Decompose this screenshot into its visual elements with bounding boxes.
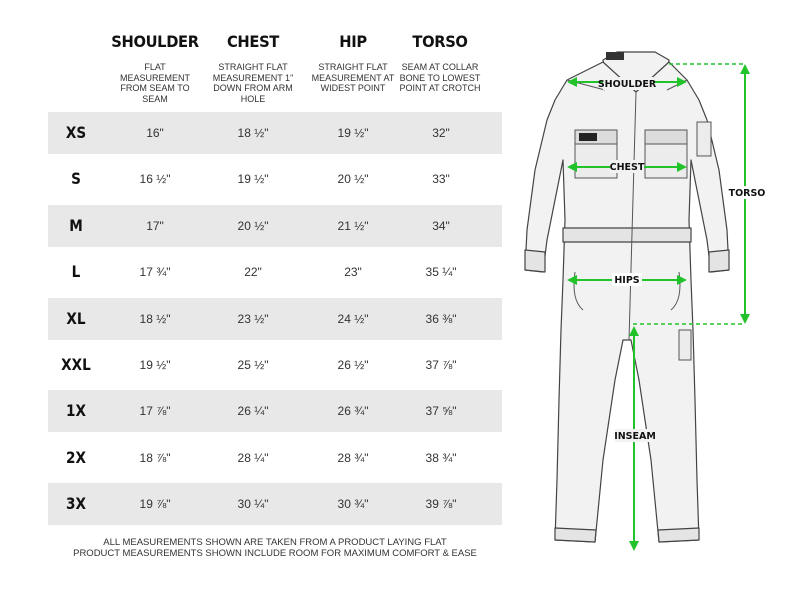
size-label: 1X (66, 401, 86, 421)
size-row (48, 112, 502, 154)
measurement-cell: 39 ⅞" (425, 497, 457, 512)
size-label: XL (66, 308, 86, 328)
col-desc-chest: STRAIGHT FLAT MEASUREMENT 1" DOWN FROM ARM HOLE (212, 62, 294, 104)
measurement-cell: 26 ½" (337, 358, 369, 372)
footer-note-2: PRODUCT MEASUREMENTS SHOWN INCLUDE ROOM FOR MAXIMUM COMFORT & EASE (73, 548, 477, 559)
size-row (48, 251, 502, 293)
size-row (48, 344, 502, 386)
size-row (48, 158, 502, 200)
size-row (48, 437, 502, 479)
col-header-hip: HIP (339, 32, 367, 51)
coverall-diagram (505, 40, 795, 570)
col-desc-torso: SEAM AT COLLAR BONE TO LOWEST POINT AT CROTCH (399, 62, 481, 93)
measurement-cell: 19 ½" (337, 126, 369, 140)
measurement-cell: 21 ½" (337, 218, 369, 233)
measurement-cell: 20 ½" (337, 172, 369, 187)
measurement-cell: 17 ¾" (139, 265, 171, 280)
measurement-cell: 16 ½" (139, 172, 171, 187)
measurement-cell: 25 ½" (237, 358, 269, 372)
measurement-cell: 34" (432, 218, 450, 233)
measurement-cell: 23 ½" (237, 311, 269, 326)
measurement-cell: 17" (146, 218, 164, 233)
col-desc-hip: STRAIGHT FLAT MEASUREMENT AT WIDEST POINT (311, 62, 395, 93)
measurement-cell: 23" (344, 265, 362, 280)
measurement-cell: 35 ¼" (425, 265, 457, 280)
label-hips: HIPS (614, 275, 640, 286)
label-shoulder: SHOULDER (597, 79, 657, 90)
measurement-cell: 38 ¾" (425, 450, 457, 465)
col-header-shoulder: SHOULDER (111, 32, 199, 51)
size-row (48, 483, 502, 525)
measurement-cell: 19 ⅞" (139, 497, 171, 512)
size-row (48, 390, 502, 432)
measurement-cell: 37 ⅝" (425, 404, 457, 419)
measurement-cell: 32" (432, 126, 450, 140)
measurement-cell: 33" (432, 172, 450, 187)
brand-patch (579, 133, 597, 141)
size-label: 2X (66, 447, 86, 467)
measurement-cell: 18 ½" (139, 311, 171, 326)
measurement-cell: 19 ½" (139, 358, 171, 372)
measurement-cell: 20 ½" (237, 218, 269, 233)
size-row (48, 298, 502, 340)
label-chest: CHEST (609, 162, 645, 173)
size-label: M (69, 215, 83, 235)
col-desc-shoulder: FLAT MEASUREMENT FROM SEAM TO SEAM (119, 62, 190, 104)
measurement-cell: 17 ⅞" (139, 404, 171, 419)
size-label: XS (65, 123, 87, 142)
measurement-cell: 16" (146, 126, 164, 140)
size-row (48, 205, 502, 247)
measurement-cell: 18 ⅞" (139, 450, 171, 465)
measurement-cell: 37 ⅞" (425, 358, 457, 372)
size-label: 3X (66, 494, 86, 514)
collar-tag (606, 52, 624, 60)
measurement-cell: 24 ½" (337, 311, 369, 326)
measurement-cell: 36 ⅜" (425, 311, 457, 326)
measurement-cell: 22" (244, 265, 262, 280)
measurement-cell: 19 ½" (237, 172, 269, 187)
col-header-chest: CHEST (226, 32, 279, 51)
label-torso: TORSO (728, 188, 766, 199)
size-label: S (71, 169, 81, 189)
measurement-cell: 18 ½" (237, 126, 269, 140)
measurement-cell: 28 ¾" (337, 450, 369, 465)
label-inseam: INSEAM (614, 431, 656, 442)
measurement-cell: 26 ¾" (337, 404, 369, 419)
measurement-cell: 30 ¾" (337, 497, 369, 512)
size-label: XXL (61, 355, 91, 374)
size-label: L (71, 262, 81, 282)
footer-note-1: ALL MEASUREMENTS SHOWN ARE TAKEN FROM A PRODUCT LAYING FLAT (103, 537, 447, 548)
measurement-cell: 30 ¼" (237, 497, 269, 512)
measurement-cell: 26 ¼" (237, 404, 269, 419)
col-header-torso: TORSO (412, 32, 468, 51)
measurement-cell: 28 ¼" (237, 450, 269, 465)
